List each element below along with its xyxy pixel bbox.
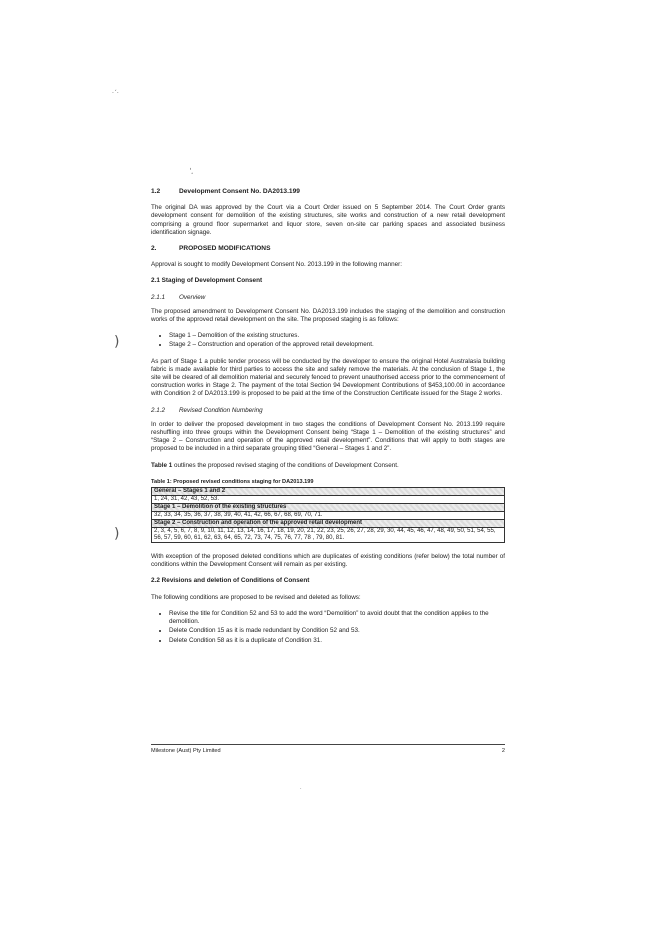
paragraph-development-consent: The original DA was approved by the Court via a Court Order issued on 5 September 2014. The Court Order grants development consent for demolition of the existing structures, site works and construction of a new retail development comprising a ground floor supermarket and liquor store, seven on-site car parking spaces and associated business identification signage. <box>151 204 505 236</box>
section-heading-2-1-1 <box>151 294 505 302</box>
table-row <box>152 520 505 528</box>
paragraph-overview: The proposed amendment to Development Consent No. DA2013.199 includes the staging of the demolition and construction works of the approved retail development on the site. The proposed staging is as follows: <box>151 307 505 324</box>
section-title: Revised Condition Numbering <box>179 406 263 414</box>
table-row <box>152 528 505 543</box>
table-cell: 2, 3, 4, 5, 6, 7, 8, 9, 10, 11, 12, 13, 14, 16, 17, 18, 19, 20, 21, 22, 23, 25, 26, 27, 28, 29, 30, 44, 45, 46, 47, 48, 49, 50, 51, 54, 55, 56, 57, 59, 60, 61, 62, 63, 64, 65, 72, 73, 74, 75, 76, 77, 78 , 79, 80, 81. <box>152 528 505 543</box>
footer-company: Milestone (Aust) Pty Limited <box>151 748 221 754</box>
paragraph-revisions-intro: The following conditions are proposed to be revised and deleted as follows: <box>151 593 361 601</box>
section-number: 2.1.2 <box>151 406 166 414</box>
paragraph-after-table: With exception of the proposed deleted conditions which are duplicates of existing conditions (refer below) the total number of conditions within the Development Consent will remain as per existing. <box>151 553 505 569</box>
section-heading-2-1-2 <box>151 407 505 415</box>
section-number: 2. <box>151 245 157 253</box>
section-heading-2-1: 2.1 Staging of Development Consent <box>151 277 263 285</box>
section-title: Overview <box>179 293 206 301</box>
scan-artifact-top-left: ·´· <box>112 90 119 97</box>
section-heading-2 <box>151 245 505 253</box>
table-cell: 1, 24, 31, 42, 43, 52, 53. <box>152 496 505 504</box>
section-title: PROPOSED MODIFICATIONS <box>179 245 271 253</box>
page-footer <box>151 744 505 754</box>
main-content <box>151 188 505 653</box>
scan-artifact-tick: `· <box>185 166 196 179</box>
table-row <box>152 496 505 504</box>
paragraph-stage-details: As part of Stage 1 a public tender process will be conducted by the developer to ensure the original Hotel Australasia building fabric is made available for third parties to access the site and safely remove the materials. At the conclusion of Stage 1, the site will be cleared of all demolition material and securely fenced to prevent unauthorised access prior to the commencement of construction works in Stage 2. The payment of the total Section 94 Development Contributions of $453,100.00 in accordance with Condition 2 of DA2013.199 is proposed to be paid at the time of the Construction Certificate issued for the Stage 2 works. <box>151 357 505 398</box>
page-number: 2 <box>501 748 505 754</box>
table-intro-text: outlines the proposed revised staging of the conditions of Development Consent. <box>172 461 399 469</box>
table-cell: Stage 1 – Demolition of the existing structures <box>152 504 505 512</box>
list-item: • Stage 1 – Demolition of the existing structures. <box>169 332 505 340</box>
section-title: Development Consent No. DA2013.199 <box>179 188 300 195</box>
paragraph-revised-numbering: In order to deliver the proposed development in two stages the conditions of Development Consent No. 2013.199 require reshuffling into three groups within the Development Consent being “Stage 1 – Demolition of the existing structures” and “Stage 2 – Construction and operation of the approved retail development”. Conditions that will apply to both stages are proposed to be included in a third separate grouping titled “General – Stages 1 and 2”. <box>151 420 505 453</box>
scan-artifact-bottom: · <box>300 786 302 792</box>
staging-list <box>151 332 505 349</box>
table-reference: Table 1 <box>151 461 173 469</box>
list-item: • Delete Condition 58 as it is a duplicate of Condition 31. <box>169 637 505 645</box>
table-row <box>152 488 505 496</box>
section-number: 2.1.1 <box>151 293 166 301</box>
revisions-list <box>151 610 505 645</box>
paragraph-approval-sought: Approval is sought to modify Development Consent No. 2013.199 in the following manner: <box>151 261 402 269</box>
conditions-table <box>151 487 505 543</box>
binding-hole-mark-lower: ) <box>114 526 120 542</box>
list-item: • Delete Condition 15 as it is made redundant by Condition 52 and 53. <box>169 627 505 635</box>
table-cell: General – Stages 1 and 2 <box>152 488 505 496</box>
section-heading-1-2 <box>151 188 505 196</box>
list-item: • Stage 2 – Construction and operation of the approved retail development. <box>169 341 505 349</box>
table-row <box>152 504 505 512</box>
paragraph-table-intro <box>151 462 505 470</box>
table-row <box>152 512 505 520</box>
section-number: 1.2 <box>151 188 161 195</box>
section-heading-2-2: 2.2 Revisions and deletion of Conditions of Consent <box>151 577 310 585</box>
list-item: • Revise the title for Condition 52 and 53 to add the word “Demolition” to avoid doubt that the condition applies to the demolition. <box>169 610 505 626</box>
table-caption: Table 1: Proposed revised conditions staging for DA2013.199 <box>151 478 314 485</box>
table-cell: Stage 2 – Construction and operation of the approved retail development <box>152 520 505 528</box>
binding-hole-mark-upper: ) <box>114 334 120 350</box>
table-cell: 32, 33, 34, 35, 36, 37, 38, 39, 40, 41, 42, 66, 67, 68, 69, 70, 71. <box>152 512 505 520</box>
